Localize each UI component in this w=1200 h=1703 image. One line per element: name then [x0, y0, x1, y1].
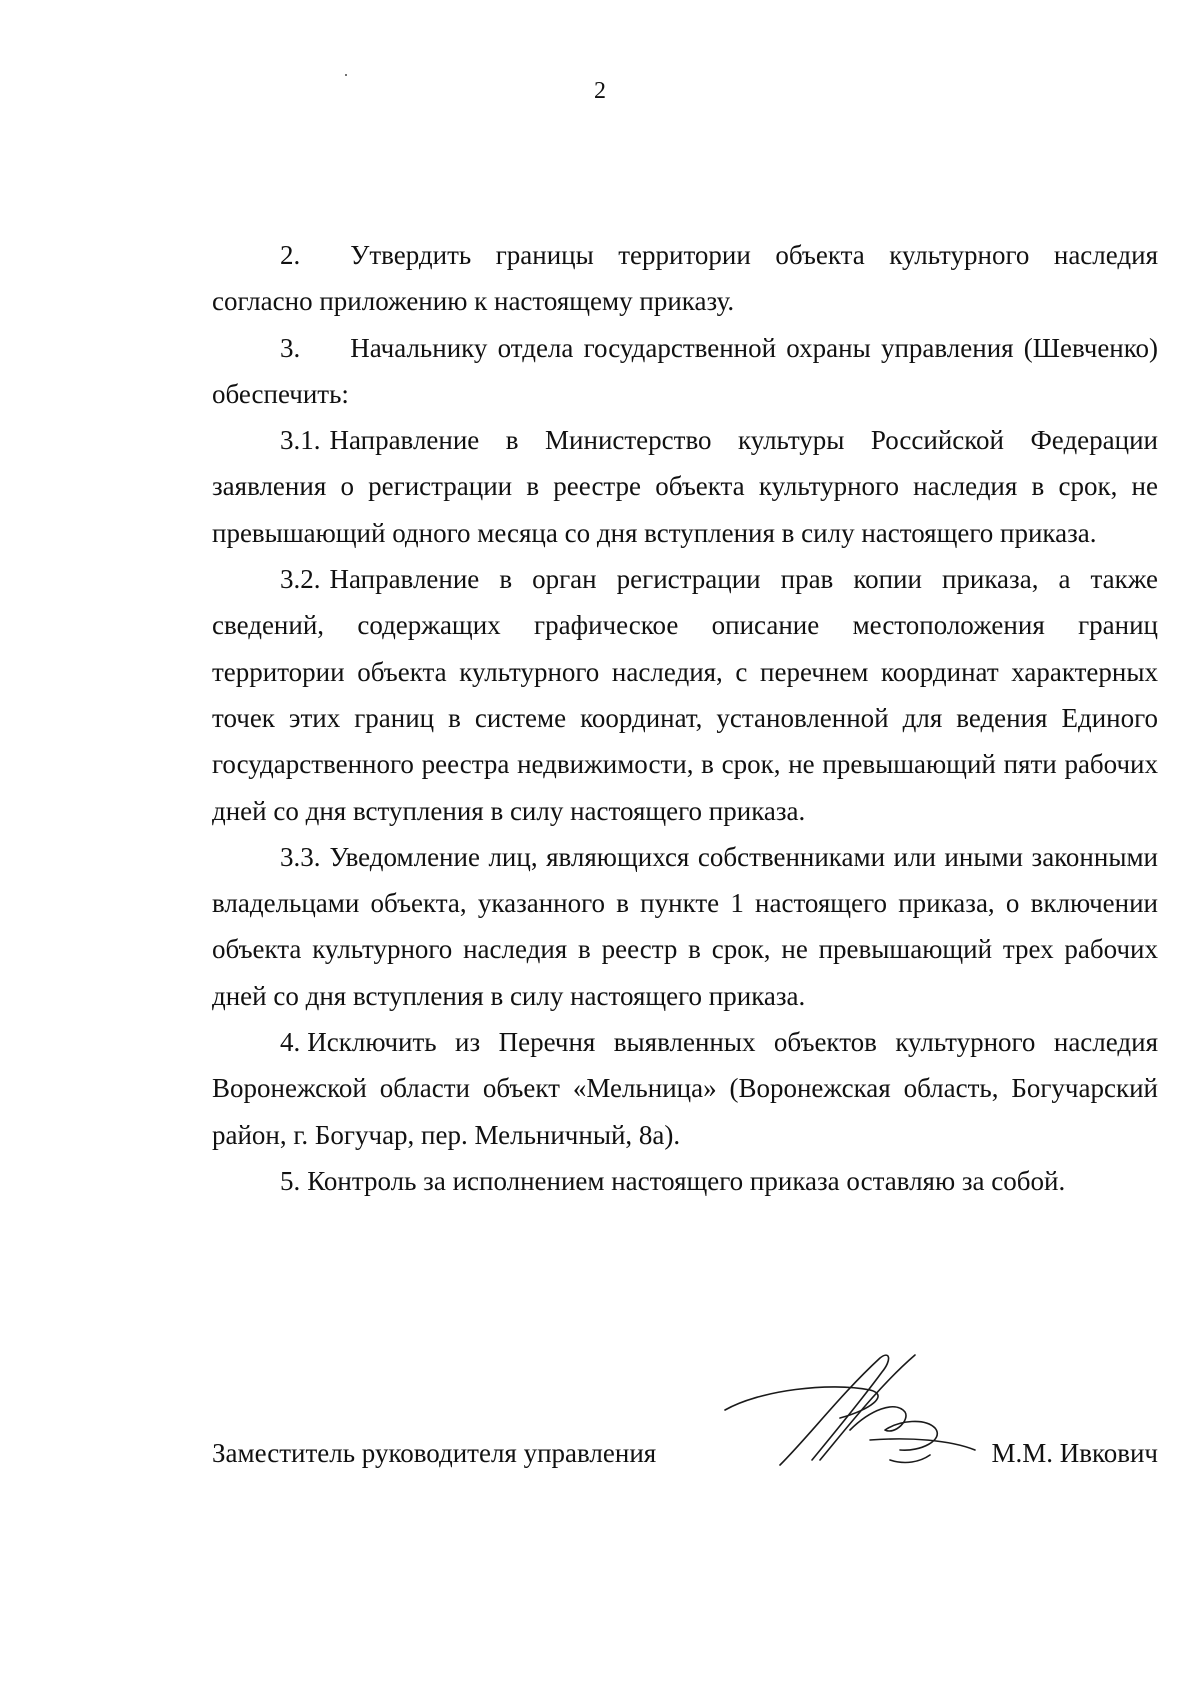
- signature-block: [212, 1438, 1158, 1498]
- paragraph-number: 3.3.: [280, 841, 321, 872]
- page-number: 2: [594, 78, 606, 104]
- paragraph-2: [212, 232, 1158, 325]
- paragraph-number: 3.2.: [280, 564, 321, 595]
- paragraph-4: [212, 1019, 1158, 1158]
- paragraph-number: 2.: [280, 240, 301, 270]
- signatory-name: М.М. Ивкович: [991, 1438, 1158, 1468]
- paragraph-3-2: [212, 556, 1158, 834]
- scan-speck: [345, 74, 347, 76]
- paragraph-text: Утвердить границы территории объекта культурного наследия согласно приложению к настоящему приказу.: [212, 240, 1158, 317]
- paragraph-text: Уведомление лиц, являющихся собственниками или иными законными владельцами объекта, указанного в пункте 1 настоящего приказа, о включении объекта культурного наследия в реестр в срок, не превышающий трех рабочих дней со дня вступления в силу настоящего приказа.: [212, 841, 1158, 1011]
- paragraph-number: 5.: [280, 1165, 301, 1196]
- paragraph-3: [212, 325, 1158, 418]
- paragraph-number: 4.: [280, 1027, 301, 1058]
- paragraph-text: Направление в орган регистрации прав копии приказа, а также сведений, содержащих графическое описание местоположения границ территории объекта культурного наследия, с перечнем координат характерных точек этих границ в системе координат, установленной для ведения Единого государственного реестра недвижимости, в срок, не превышающий пяти рабочих дней со дня вступления в силу настоящего приказа.: [212, 564, 1158, 826]
- document-body: [212, 232, 1158, 1204]
- signatory-position: Заместитель руководителя управления: [212, 1438, 657, 1468]
- paragraph-text: Исключить из Перечня выявленных объектов культурного наследия Воронежской области объект «Мельница» (Воронежская область, Богучарский район, г. Богучар, пер. Мельничный, 8а).: [212, 1027, 1158, 1150]
- paragraph-number: 3.: [280, 332, 301, 363]
- paragraph-5: [212, 1158, 1158, 1204]
- paragraph-number: 3.1.: [280, 425, 321, 456]
- paragraph-3-3: [212, 834, 1158, 1019]
- paragraph-3-1: [212, 417, 1158, 556]
- paragraph-text: Начальнику отдела государственной охраны управления (Шевченко) обеспечить:: [212, 332, 1158, 409]
- paragraph-text: Направление в Министерство культуры Российской Федерации заявления о регистрации в реестре объекта культурного наследия в срок, не превышающий одного месяца со дня вступления в силу настоящего приказа.: [212, 425, 1158, 548]
- paragraph-text: Контроль за исполнением настоящего приказа оставляю за собой.: [307, 1165, 1066, 1196]
